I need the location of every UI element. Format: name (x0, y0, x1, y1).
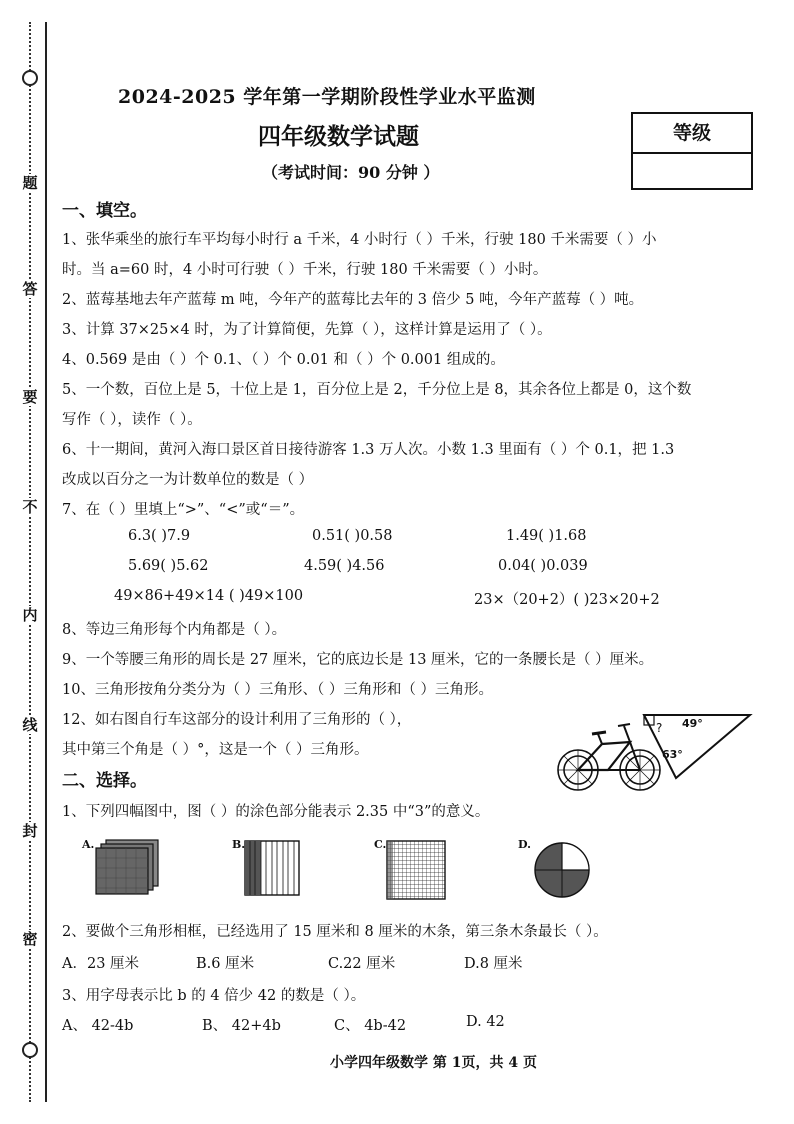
section-heading-fill: 一、填空。 (62, 201, 147, 221)
compare-item: 6.3( )7.9 (128, 528, 191, 544)
choice-question-2: 2、要做个三角形相框，已经选用了 15 厘米和 8 厘米的木条，第三条木条最长（ ）。 (62, 924, 608, 940)
binding-hole-top (22, 70, 38, 86)
figure-d-pie-circle (532, 840, 592, 900)
question-1-line-2: 时。当 a=60 时，4 小时可行驶（ ）千米，行驶 180 千米需要（ ）小时。 (62, 262, 548, 278)
exam-time: （考试时间：90 分钟 ） (262, 163, 440, 182)
figure-c-label: C. (374, 838, 387, 851)
question-6-line-1: 6、十一期间，黄河入海口景区首日接待游客 1.3 万人次。小数 1.3 里面有（ ）个 0.1，把 1.3 (62, 442, 675, 458)
question-5-line-1: 5、一个数，百位上是 5，十位上是 1，百分位上是 2，千分位上是 8，其余各位上都是 0，这个数 (62, 382, 692, 398)
exam-title: 2024-2025 学年第一学期阶段性学业水平监测 (118, 86, 536, 108)
binding-char: 线 (20, 716, 40, 734)
grade-box[interactable] (631, 112, 753, 190)
q3-option-b[interactable]: B、 42+4b (202, 1018, 281, 1034)
figure-a-stacked-squares (94, 838, 164, 896)
compare-item: 0.51( )0.58 (312, 528, 393, 544)
binding-edge-line (45, 22, 47, 1102)
question-8: 8、等边三角形每个内角都是（ ）。 (62, 622, 287, 638)
question-3: 3、计算 37×25×4 时，为了计算简便，先算（ ），这样计算是运用了（ ）。 (62, 322, 552, 338)
figure-c-grid-square (386, 840, 446, 900)
compare-item: 5.69( )5.62 (128, 558, 209, 574)
compare-item: 1.49( )1.68 (506, 528, 587, 544)
page-footer: 小学四年级数学 第 1页，共 4 页 (330, 1055, 537, 1071)
question-4: 4、0.569 是由（ ）个 0.1、（ ）个 0.01 和（ ）个 0.001 组成的。 (62, 352, 505, 368)
compare-item: 4.59( )4.56 (304, 558, 385, 574)
compare-item: 0.04( )0.039 (498, 558, 588, 574)
q2-option-d[interactable]: D.8 厘米 (464, 956, 523, 972)
figure-a-label: A. (82, 838, 95, 851)
binding-hole-bottom (22, 1042, 38, 1058)
question-1-line-1: 1、张华乘坐的旅行车平均每小时行 a 千米，4 小时行（ ）千米，行驶 180 千米需要（ ）小 (62, 232, 657, 248)
question-7: 7、在（ ）里填上“>”、“<”或“＝”。 (62, 502, 305, 518)
binding-char: 题 (20, 174, 40, 192)
question-6-line-2: 改成以百分之一为计数单位的数是（ ） (62, 472, 314, 488)
q3-option-c[interactable]: C、 4b-42 (334, 1018, 407, 1034)
q2-option-b[interactable]: B.6 厘米 (196, 956, 255, 972)
figure-b-label: B. (232, 838, 246, 851)
question-9: 9、一个等腰三角形的周长是 27 厘米，它的底边长是 13 厘米，它的一条腰长是（ ）厘米。 (62, 652, 654, 668)
question-12-line-1: 12、如右图自行车这部分的设计利用了三角形的（ ）， (62, 712, 412, 728)
question-10: 10、三角形按角分类分为（ ）三角形、（ ）三角形和（ ）三角形。 (62, 682, 494, 698)
binding-margin (18, 22, 42, 1102)
binding-char: 密 (20, 930, 40, 948)
question-12-line-2: 其中第三个角是（ ）°，这是一个（ ）三角形。 (62, 742, 369, 758)
compare-item: 49×86+49×14 ( )49×100 (114, 588, 304, 604)
section-heading-choice: 二、选择。 (62, 771, 147, 791)
binding-char: 不 (20, 498, 40, 516)
binding-char: 内 (20, 606, 40, 624)
angle-49-label: 49° (682, 717, 703, 730)
q3-option-a[interactable]: A、 42-4b (62, 1018, 134, 1034)
angle-63-label: 63° (662, 748, 683, 761)
question-2: 2、蓝莓基地去年产蓝莓 m 吨，今年产的蓝莓比去年的 3 倍少 5 吨，今年产蓝莓（ ）吨。 (62, 292, 644, 308)
binding-char: 要 (20, 388, 40, 406)
exam-subtitle: 四年级数学试题 (258, 123, 419, 150)
q2-option-a[interactable]: A．23 厘米 (62, 956, 140, 972)
grade-label: 等级 (633, 114, 751, 154)
question-5-line-2: 写作（ ），读作（ ）。 (62, 412, 202, 428)
compare-item: 23×（20+2）( )23×20+2 (474, 592, 660, 608)
binding-char: 答 (20, 280, 40, 298)
figure-b-striped-square (244, 840, 300, 896)
figure-d-label: D. (518, 838, 531, 851)
binding-char: 封 (20, 822, 40, 840)
choice-question-3: 3、用字母表示比 b 的 4 倍少 42 的数是（ ）。 (62, 988, 366, 1004)
q2-option-c[interactable]: C.22 厘米 (328, 956, 396, 972)
svg-text:?: ? (656, 721, 663, 735)
choice-question-1: 1、下列四幅图中，图（ ）的涂色部分能表示 2.35 中“3”的意义。 (62, 804, 490, 820)
q3-option-d[interactable]: D. 42 (466, 1014, 505, 1030)
